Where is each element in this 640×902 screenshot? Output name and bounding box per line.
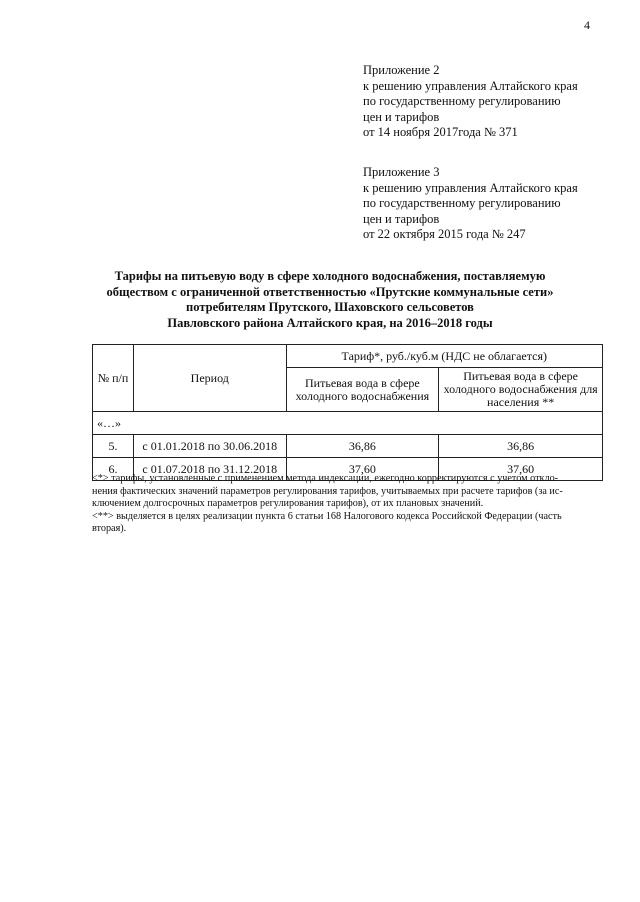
row-water: 37,60 bbox=[286, 458, 439, 481]
title-line: Тарифы на питьевую воду в сфере холодного водоснабжения, поставляемую bbox=[114, 269, 546, 283]
row-num: 5. bbox=[93, 435, 134, 458]
appendix-3-line: цен и тарифов bbox=[363, 211, 440, 226]
footnote-line: <*> тарифы, установленные с применением метода индексации, ежегодно корректируются с учетом откло- bbox=[92, 473, 559, 484]
appendix-3-line: по государственному регулированию bbox=[363, 196, 561, 210]
appendix-2-line: к решению управления Алтайского края bbox=[363, 78, 578, 93]
appendix-2-line: по государственному регулированию bbox=[363, 94, 561, 108]
header-water: Питьевая вода в сфере холодного водоснабжения bbox=[286, 368, 439, 412]
row-period: с 01.07.2018 по 31.12.2018 bbox=[134, 458, 286, 481]
table-row bbox=[93, 435, 603, 458]
title-line: Павловского района Алтайского края, на 2016–2018 годы bbox=[167, 315, 493, 330]
row-water-population: 37,60 bbox=[439, 458, 603, 481]
appendix-3-block bbox=[363, 165, 578, 243]
row-num: 6. bbox=[93, 458, 134, 481]
footnotes bbox=[92, 473, 602, 536]
row-period: с 01.01.2018 по 30.06.2018 bbox=[134, 435, 286, 458]
row-water-population: 36,86 bbox=[439, 435, 603, 458]
appendix-3-date: от 22 октября 2015 года № 247 bbox=[363, 227, 526, 241]
tariff-table bbox=[92, 344, 603, 481]
header-num: № п/п bbox=[93, 345, 134, 412]
footnote-line: ключением долгосрочных параметров регулирования тарифов), от их плановых значений. bbox=[92, 498, 484, 509]
header-period: Период bbox=[134, 345, 286, 412]
ellipsis-cell: «…» bbox=[93, 412, 603, 435]
title-line: обществом с ограниченной ответственностью «Прутские коммунальные сети» bbox=[106, 284, 554, 299]
document-title bbox=[60, 269, 600, 331]
footnote-line: вторая). bbox=[92, 523, 127, 534]
header-water-population: Питьевая вода в сфере холодного водоснабжения для населения ** bbox=[439, 368, 603, 412]
row-water: 36,86 bbox=[286, 435, 439, 458]
appendix-2-date: от 14 ноября 2017года № 371 bbox=[363, 125, 518, 139]
table-header-row bbox=[93, 345, 603, 368]
appendix-3-heading: Приложение 3 bbox=[363, 165, 440, 179]
appendix-2-line: цен и тарифов bbox=[363, 109, 440, 124]
appendix-2-heading: Приложение 2 bbox=[363, 63, 440, 77]
title-line: потребителям Прутского, Шаховского сельсоветов bbox=[186, 300, 474, 314]
appendix-3-line: к решению управления Алтайского края bbox=[363, 180, 578, 195]
table-ellipsis-row bbox=[93, 412, 603, 435]
header-tariff-group: Тариф*, руб./куб.м (НДС не облагается) bbox=[286, 345, 603, 368]
footnote-line: <**> выделяется в целях реализации пункта 6 статьи 168 Налогового кодекса Российской Федерации (часть bbox=[92, 510, 562, 522]
appendix-2-block bbox=[363, 63, 578, 141]
footnote-line: нения фактических значений параметров регулирования тарифов, учитываемых при расчете тарифов (за ис- bbox=[92, 485, 563, 497]
page-number: 4 bbox=[584, 18, 590, 32]
